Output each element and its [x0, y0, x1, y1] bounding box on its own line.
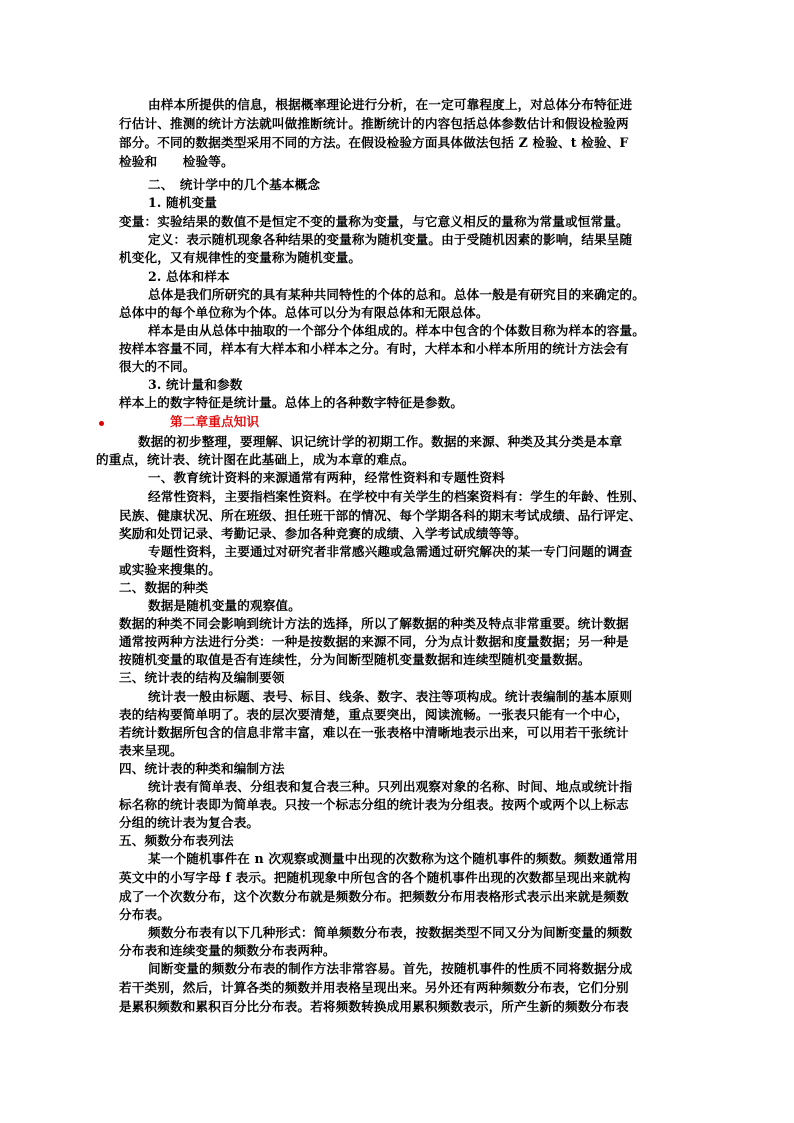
text-line: 由样本所提供的信息，根据概率理论进行分析，在一定可靠程度上，对总体分布特征进 — [148, 97, 633, 112]
text-line: 数据的种类不同会影响到统计方法的选择，所以了解数据的种类及特点非常重要。统计数据 — [119, 616, 629, 631]
section-heading: 三、统计表的结构及编制要领 — [119, 670, 285, 685]
text-line: 很大的不同。 — [119, 359, 196, 374]
text-line: 分布表和连续变量的频数分布表两种。 — [119, 943, 336, 958]
text-line: 频数分布表有以下几种形式：简单频数分布表，按数据类型不同又分为间断变量的频数 — [148, 925, 633, 940]
text-line: 通常按两种方法进行分类：一种是按数据的来源不同，分为点计数据和度量数据；另一种是 — [119, 634, 629, 649]
text-line: 分布表。 — [119, 907, 170, 922]
text-line: 行估计、推测的统计方法就叫做推断统计。推断统计的内容包括总体参数估计和假设检验两 — [119, 116, 629, 131]
chapter-heading: 第二章重点知识 — [170, 414, 260, 429]
text-line: 统计表一般由标题、表号、标目、线条、数字、表注等项构成。统计表编制的基本原则 — [148, 689, 633, 704]
text-line: 部分。不同的数据类型采用不同的方法。在假设检验方面具体做法包括 Z 检验、t 检验、F — [119, 135, 629, 150]
text-line: 表的结构要简单明了。表的层次要清楚，重点要突出，阅读流畅。一张表只能有一个中心， — [119, 707, 629, 722]
text-line: 统计表有简单表、分组表和复合表三种。只列出观察对象的名称、时间、地点或统计指 — [148, 779, 633, 794]
text-line: 变量：实验结果的数值不是恒定不变的量称为变量，与它意义相反的量称为常量或恒常量。 — [119, 214, 629, 229]
text-line: 定义：表示随机现象各种结果的变量称为随机变量。由于受随机因素的影响，结果呈随 — [148, 232, 633, 247]
text-line: 按样本容量不同，样本有大样本和小样本之分。有时，大样本和小样本所用的统计方法会有 — [119, 341, 629, 356]
text-line: 检验和 检验等。 — [119, 154, 234, 169]
text-line: 表来呈现。 — [119, 743, 183, 758]
text-line: 英文中的小写字母 f 表示。把随机现象中所包含的各个随机事件出现的次数都呈现出来就构 — [119, 870, 631, 885]
text-line: 总体中的每个单位称为个体。总体可以分为有限总体和无限总体。 — [119, 305, 489, 320]
text-line: 专题性资料，主要通过对研究者非常感兴趣或急需通过研究解决的某一专门问题的调查 — [148, 544, 633, 559]
text-line: 是累积频数和累积百分比分布表。若将频数转换成用累积频数表示，所产生新的频数分布表 — [119, 999, 629, 1014]
text-line: 数据是随机变量的观察值。 — [148, 598, 301, 613]
text-line: 样本上的数字特征是统计量。总体上的各种数字特征是参数。 — [119, 395, 464, 410]
text-line: 总体是我们所研究的具有某种共同特性的个体的总和。总体一般是有研究目的来确定的。 — [148, 287, 646, 302]
text-line: 样本是由从总体中抽取的一个部分个体组成的。样本中包含的个体数目称为样本的容量。 — [148, 323, 646, 338]
section-heading: 五、频数分布表列法 — [119, 833, 234, 848]
section-heading: 二、数据的种类 — [119, 580, 209, 595]
section-heading: 四、统计表的种类和编制方法 — [119, 761, 285, 776]
text-line: 机变化，又有规律性的变量称为随机变量。 — [119, 250, 362, 265]
text-line: 标名称的统计表即为简单表。只按一个标志分组的统计表为分组表。按两个或两个以上标志 — [119, 797, 629, 812]
text-line: 或实验来搜集的。 — [119, 562, 221, 577]
subsection-heading: 1. 随机变量 — [148, 195, 217, 210]
text-line: 间断变量的频数分布表的制作方法非常容易。首先，按随机事件的性质不同将数据分成 — [148, 961, 633, 976]
section-heading: 二、 统计学中的几个基本概念 — [148, 177, 321, 192]
subsection-heading: 3. 统计量和参数 — [148, 377, 243, 392]
text-line: 若干类别，然后，计算各类的频数并用表格呈现出来。另外还有两种频数分布表，它们分别 — [119, 980, 629, 995]
text-line: 按随机变量的取值是否有连续性，分为间断型随机变量数据和连续型随机变量数据。 — [119, 652, 591, 667]
bullet-icon — [99, 421, 104, 426]
text-line: 经常性资料，主要指档案性资料。在学校中有关学生的档案资料有：学生的年龄、性别、 — [148, 489, 646, 504]
section-heading: 一、教育统计资料的来源通常有两种，经常性资料和专题性资料 — [148, 470, 505, 485]
text-line: 数据的初步整理，要理解、识记统计学的初期工作。数据的来源、种类及其分类是本章 — [138, 434, 623, 449]
text-line: 奖励和处罚记录、考勤记录、参加各种竞赛的成绩、入学考试成绩等等。 — [119, 526, 527, 541]
text-line: 分组的统计表为复合表。 — [119, 815, 260, 830]
text-line: 民族、健康状况、所在班级、担任班干部的情况、每个学期各科的期末考试成绩、品行评定、 — [119, 508, 642, 523]
text-line: 若统计数据所包含的信息非常丰富，难以在一张表格中清晰地表示出来，可以用若干张统计 — [119, 725, 629, 740]
text-line: 某一个随机事件在 n 次观察或测量中出现的次数称为这个随机事件的频数。频数通常用 — [148, 851, 638, 866]
subsection-heading: 2. 总体和样本 — [148, 269, 230, 284]
text-line: 的重点，统计表、统计图在此基础上，成为本章的难点。 — [96, 452, 415, 467]
text-line: 成了一个次数分布，这个次数分布就是频数分布。把频数分布用表格形式表示出来就是频数 — [119, 889, 629, 904]
